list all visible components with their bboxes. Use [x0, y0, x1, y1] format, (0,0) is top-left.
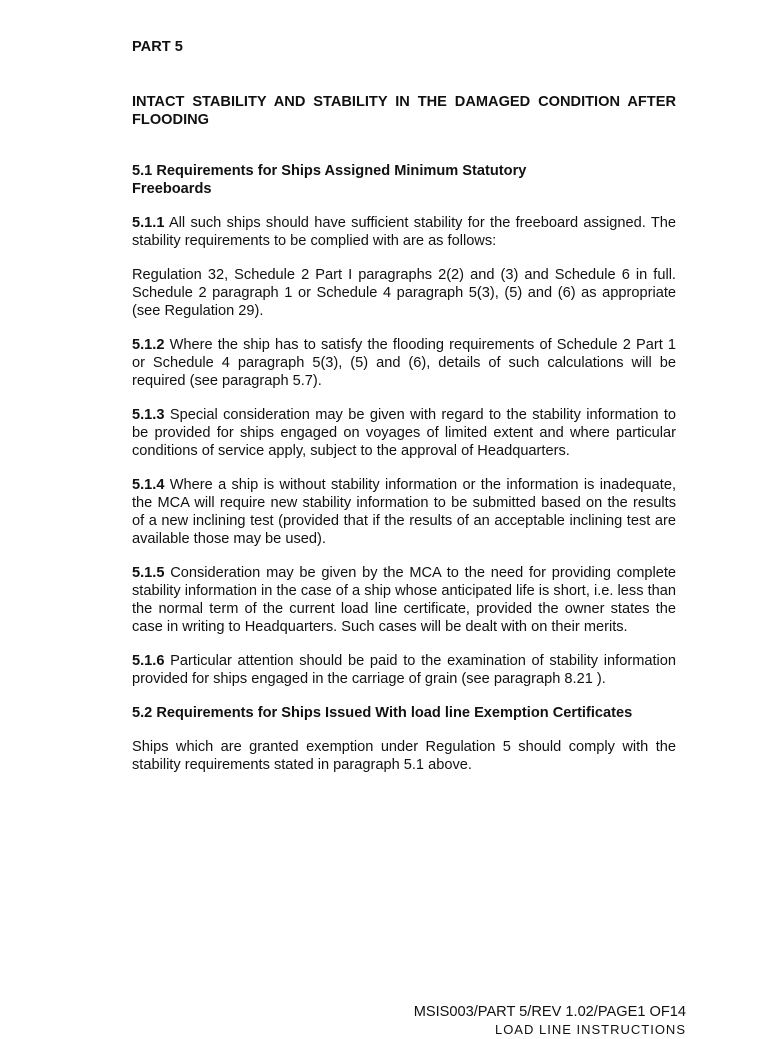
paragraph-5-1-2 — [132, 336, 676, 390]
paragraph-5-1-5 — [132, 564, 676, 636]
paragraph-number: 5.1.6 — [132, 653, 165, 669]
paragraph-text: Special consideration may be given with regard to the stability information to be provided for ships engaged on voyages of limited extent and where particular conditions of service apply, subject to the approval of Headquarters. — [132, 407, 676, 459]
regulation-paragraph: Regulation 32, Schedule 2 Part I paragraphs 2(2) and (3) and Schedule 6 in full. Schedule 2 paragraph 1 or Schedule 4 paragraph 5(3), (5) and (6) as appropriate (see Regulation 29). — [132, 267, 676, 319]
main-title: INTACT STABILITY AND STABILITY IN THE DAMAGED CONDITION AFTER FLOODING — [132, 94, 676, 128]
paragraph-text: Consideration may be given by the MCA to the need for providing complete stability information in the case of a ship whose anticipated life is short, i.e. less than the normal term of the current load line certificate, provided the owner states the case in writing to Headquarters. Such cases will be dealt with on their merits. — [132, 565, 676, 635]
paragraph-5-1-3 — [132, 406, 676, 460]
paragraph-number: 5.1.2 — [132, 337, 165, 353]
part-label: PART 5 — [132, 39, 183, 55]
paragraph-5-1-1 — [132, 214, 676, 250]
section-5-1-heading: 5.1 Requirements for Ships Assigned Minimum Statutory Freeboards — [132, 163, 527, 197]
paragraph-number: 5.1.3 — [132, 407, 165, 423]
page-footer — [414, 1003, 686, 1039]
paragraph-number: 5.1.5 — [132, 565, 165, 581]
footer-reference: MSIS003/PART 5/REV 1.02/PAGE1 OF14 — [413, 1004, 686, 1020]
document-page — [132, 38, 676, 774]
section-5-2-heading: 5.2 Requirements for Ships Issued With load line Exemption Certificates — [132, 705, 633, 721]
paragraph-number: 5.1.1 — [132, 215, 165, 231]
paragraph-text: Where a ship is without stability information or the information is inadequate, the MCA will require new stability information to be submitted based on the results of a new inclining test (provided that if the results of an acceptable inclining test are available those may be used). — [132, 477, 676, 547]
paragraph-text: Where the ship has to satisfy the flooding requirements of Schedule 2 Part 1 or Schedule 4 paragraph 5(3), (5) and (6), details of such calculations will be required (see paragraph 5.7). — [132, 337, 676, 389]
footer-subtitle: LOAD LINE INSTRUCTIONS — [494, 1022, 686, 1037]
paragraph-5-2: Ships which are granted exemption under Regulation 5 should comply with the stability requirements stated in paragraph 5.1 above. — [132, 739, 676, 773]
paragraph-text: All such ships should have sufficient stability for the freeboard assigned. The stability requirements to be complied with are as follows: — [132, 215, 676, 249]
paragraph-5-1-6 — [132, 652, 676, 688]
paragraph-text: Particular attention should be paid to the examination of stability information provided for ships engaged in the carriage of grain (see paragraph 8.21 ). — [132, 653, 676, 687]
paragraph-5-1-4 — [132, 476, 676, 548]
paragraph-number: 5.1.4 — [132, 477, 165, 493]
